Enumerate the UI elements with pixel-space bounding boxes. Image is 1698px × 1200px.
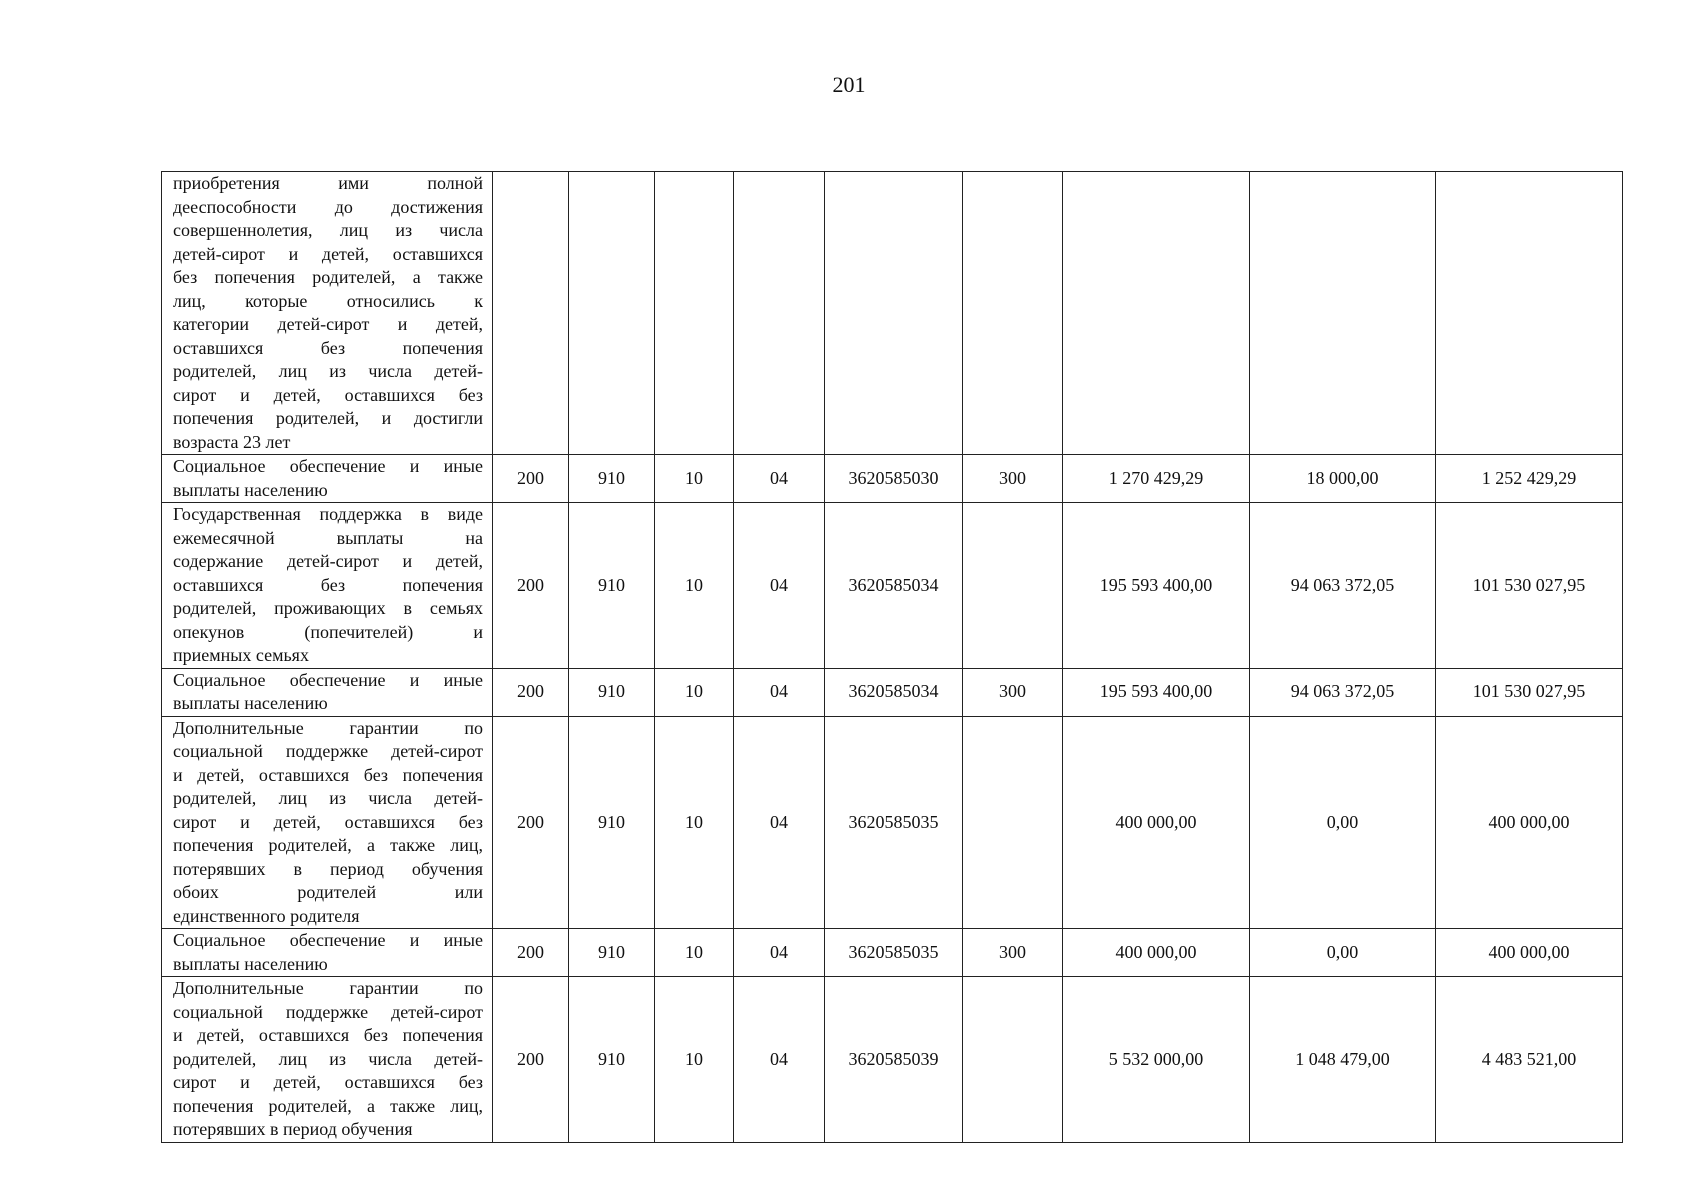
- description-line: родителей, лиц из числа детей-: [173, 1048, 483, 1069]
- section-code-cell: [655, 172, 734, 455]
- executed-amount-cell: 1 048 479,00: [1250, 977, 1436, 1143]
- description-line: и детей, оставшихся без попечения: [173, 1025, 483, 1045]
- description-line: родителей, лиц из числа детей-: [173, 788, 483, 808]
- subsection-code-cell: 04: [734, 929, 825, 977]
- remaining-amount-cell: 400 000,00: [1436, 716, 1623, 929]
- subsection-code-cell: 04: [734, 977, 825, 1143]
- row-description: [162, 668, 493, 716]
- description-line: детей-сирот и детей, оставшихся: [173, 243, 483, 264]
- executed-amount-cell: 18 000,00: [1250, 455, 1436, 503]
- description-line: родителей, проживающих в семьях: [173, 598, 483, 618]
- description-line: без попечения родителей, а также: [173, 267, 483, 287]
- table-row: [162, 172, 1623, 455]
- approved-amount-cell: 400 000,00: [1063, 716, 1250, 929]
- executed-amount-cell: [1250, 172, 1436, 455]
- subsection-code-cell: 04: [734, 716, 825, 929]
- page-number: 201: [832, 72, 866, 97]
- description-line: Дополнительные гарантии по: [173, 717, 483, 738]
- expense-type-cell: [963, 503, 1063, 669]
- remaining-amount-cell: [1436, 172, 1623, 455]
- row-description: [162, 716, 493, 929]
- ministry-code-cell: 910: [569, 929, 655, 977]
- description-line: потерявших в период обучения: [173, 858, 483, 879]
- description-line: опекунов (попечителей) и: [173, 621, 483, 642]
- target-article-cell: 3620585039: [825, 977, 963, 1143]
- description-line: Социальное обеспечение и иные: [173, 930, 483, 950]
- code-cell: [493, 172, 569, 455]
- description-line: возраста 23 лет: [173, 431, 291, 452]
- section-code-cell: 10: [655, 503, 734, 669]
- table-row: [162, 503, 1623, 669]
- ministry-code-cell: 910: [569, 977, 655, 1143]
- description-line: оставшихся без попечения: [173, 337, 483, 358]
- subsection-code-cell: 04: [734, 503, 825, 669]
- row-description: [162, 929, 493, 977]
- row-description: [162, 977, 493, 1143]
- table-row: [162, 455, 1623, 503]
- section-code-cell: 10: [655, 455, 734, 503]
- description-line: приобретения ими полной: [173, 173, 483, 193]
- description-line: приемных семьях: [173, 645, 309, 665]
- description-line: Социальное обеспечение и иные: [173, 456, 483, 476]
- section-code-cell: 10: [655, 929, 734, 977]
- description-line: ежемесячной выплаты на: [173, 527, 483, 548]
- description-line: попечения родителей, а также лиц,: [173, 1095, 483, 1116]
- section-code-cell: 10: [655, 716, 734, 929]
- code-cell: 200: [493, 929, 569, 977]
- description-line: Государственная поддержка в виде: [173, 504, 483, 524]
- target-article-cell: [825, 172, 963, 455]
- expense-type-cell: [963, 977, 1063, 1143]
- subsection-code-cell: 04: [734, 455, 825, 503]
- expense-type-cell: [963, 172, 1063, 455]
- executed-amount-cell: 0,00: [1250, 929, 1436, 977]
- remaining-amount-cell: 4 483 521,00: [1436, 977, 1623, 1143]
- table-row: [162, 929, 1623, 977]
- table-row: [162, 977, 1623, 1143]
- description-line: родителей, лиц из числа детей-: [173, 361, 483, 381]
- description-line: социальной поддержке детей-сирот: [173, 741, 483, 761]
- description-line: единственного родителя: [173, 905, 360, 926]
- remaining-amount-cell: 1 252 429,29: [1436, 455, 1623, 503]
- description-line: Дополнительные гарантии по: [173, 978, 483, 998]
- description-line: социальной поддержке детей-сирот: [173, 1001, 483, 1022]
- code-cell: 200: [493, 503, 569, 669]
- expense-type-cell: 300: [963, 455, 1063, 503]
- approved-amount-cell: 400 000,00: [1063, 929, 1250, 977]
- code-cell: 200: [493, 977, 569, 1143]
- description-line: совершеннолетия, лиц из числа: [173, 220, 483, 240]
- description-line: потерявших в период обучения: [173, 1119, 413, 1139]
- executed-amount-cell: 94 063 372,05: [1250, 668, 1436, 716]
- approved-amount-cell: 1 270 429,29: [1063, 455, 1250, 503]
- code-cell: 200: [493, 668, 569, 716]
- approved-amount-cell: 195 593 400,00: [1063, 668, 1250, 716]
- description-line: содержание детей-сирот и детей,: [173, 551, 483, 571]
- executed-amount-cell: 0,00: [1250, 716, 1436, 929]
- description-line: выплаты населению: [173, 693, 328, 713]
- remaining-amount-cell: 101 530 027,95: [1436, 503, 1623, 669]
- table-row: [162, 668, 1623, 716]
- description-line: дееспособности до достижения: [173, 196, 483, 217]
- description-line: категории детей-сирот и детей,: [173, 314, 483, 334]
- section-code-cell: 10: [655, 668, 734, 716]
- subsection-code-cell: 04: [734, 668, 825, 716]
- description-line: выплаты населению: [173, 953, 328, 974]
- ministry-code-cell: 910: [569, 668, 655, 716]
- table-row: [162, 716, 1623, 929]
- ministry-code-cell: 910: [569, 716, 655, 929]
- description-line: Социальное обеспечение и иные: [173, 669, 483, 690]
- row-description: [162, 172, 493, 455]
- description-line: попечения родителей, а также лиц,: [173, 835, 483, 855]
- description-line: сирот и детей, оставшихся без: [173, 811, 483, 832]
- description-line: лиц, которые относились к: [173, 290, 483, 311]
- ministry-code-cell: [569, 172, 655, 455]
- approved-amount-cell: [1063, 172, 1250, 455]
- ministry-code-cell: 910: [569, 503, 655, 669]
- description-line: выплаты населению: [173, 479, 328, 500]
- description-line: обоих родителей или: [173, 882, 483, 902]
- description-line: сирот и детей, оставшихся без: [173, 384, 483, 405]
- budget-table: [161, 171, 1623, 1143]
- ministry-code-cell: 910: [569, 455, 655, 503]
- row-description: [162, 455, 493, 503]
- executed-amount-cell: 94 063 372,05: [1250, 503, 1436, 669]
- expense-type-cell: 300: [963, 668, 1063, 716]
- approved-amount-cell: 195 593 400,00: [1063, 503, 1250, 669]
- code-cell: 200: [493, 455, 569, 503]
- expense-type-cell: [963, 716, 1063, 929]
- approved-amount-cell: 5 532 000,00: [1063, 977, 1250, 1143]
- target-article-cell: 3620585035: [825, 929, 963, 977]
- expense-type-cell: 300: [963, 929, 1063, 977]
- description-line: сирот и детей, оставшихся без: [173, 1072, 483, 1092]
- subsection-code-cell: [734, 172, 825, 455]
- target-article-cell: 3620585034: [825, 503, 963, 669]
- remaining-amount-cell: 101 530 027,95: [1436, 668, 1623, 716]
- target-article-cell: 3620585030: [825, 455, 963, 503]
- target-article-cell: 3620585034: [825, 668, 963, 716]
- row-description: [162, 503, 493, 669]
- description-line: и детей, оставшихся без попечения: [173, 764, 483, 785]
- table-body: [162, 172, 1623, 1143]
- description-line: попечения родителей, и достигли: [173, 408, 483, 428]
- section-code-cell: 10: [655, 977, 734, 1143]
- description-line: оставшихся без попечения: [173, 574, 483, 595]
- code-cell: 200: [493, 716, 569, 929]
- remaining-amount-cell: 400 000,00: [1436, 929, 1623, 977]
- target-article-cell: 3620585035: [825, 716, 963, 929]
